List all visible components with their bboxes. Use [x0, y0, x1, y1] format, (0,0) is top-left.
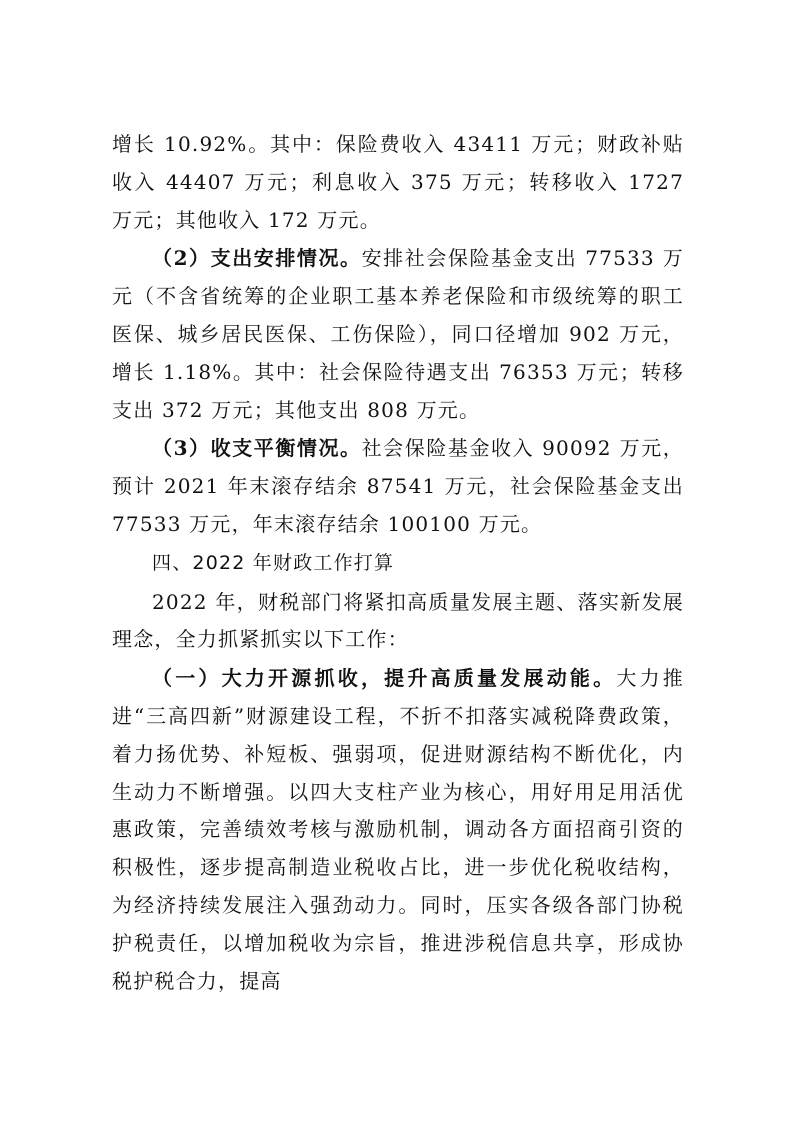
document-page — [112, 126, 684, 1000]
paragraph-text: 安排社会保险基金支出 77533 万元（不含省统筹的企业职工基本养老保险和市级统筹的职工医保、城乡居民医保、工伤保险），同口径增加 902 万元，增长 1.18%。其中：社会保险待遇支出 76353 万元；转移支出 372 万元；其他支出 808 万元。 — [112, 246, 684, 422]
section-heading: 四、2022 年财政工作打算 — [152, 551, 395, 574]
paragraph-text: 2022 年，财税部门将紧扣高质量发展主题、落实新发展理念，全力抓紧抓实以下工作： — [112, 589, 684, 652]
paragraph-text: 大力推进“三高四新”财源建设工程，不折不扣落实减税降费政策，着力扬优势、补短板、强弱项，促进财源结构不断优化，内生动力不断增强。以四大支柱产业为核心，用好用足用活优惠政策，完善绩效考核与激励机制，调动各方面招商引资的积极性，逐步提高制造业税收占比，进一步优化税收结构，为经济持续发展注入强劲动力。同时，压实各级各部门协税护税责任，以增加税收为宗旨，推进涉税信息共享，形成协税护税合力，提高 — [112, 666, 684, 993]
paragraph-balance — [112, 430, 684, 543]
paragraph-lead: （一）大力开源抓收，提升高质量发展动能。 — [152, 666, 617, 691]
paragraph-revenue-measures — [112, 660, 684, 1000]
paragraph-insurance-income — [112, 126, 684, 239]
paragraph-expenditure — [112, 240, 684, 429]
paragraph-lead: （3）收支平衡情况。 — [152, 436, 362, 461]
paragraph-text: 增长 10.92%。其中：保险费收入 43411 万元；财政补贴收入 44407 万元；利息收入 375 万元；转移收入 1727 万元；其他收入 172 万元。 — [112, 132, 684, 232]
paragraph-plan-intro — [112, 584, 684, 660]
paragraph-text: 社会保险基金收入 90092 万元，预计 2021 年末滚存结余 87541 万元，社会保险基金支出 77533 万元，年末滚存结余 100100 万元。 — [112, 436, 684, 536]
paragraph-lead: （2）支出安排情况。 — [152, 246, 362, 271]
